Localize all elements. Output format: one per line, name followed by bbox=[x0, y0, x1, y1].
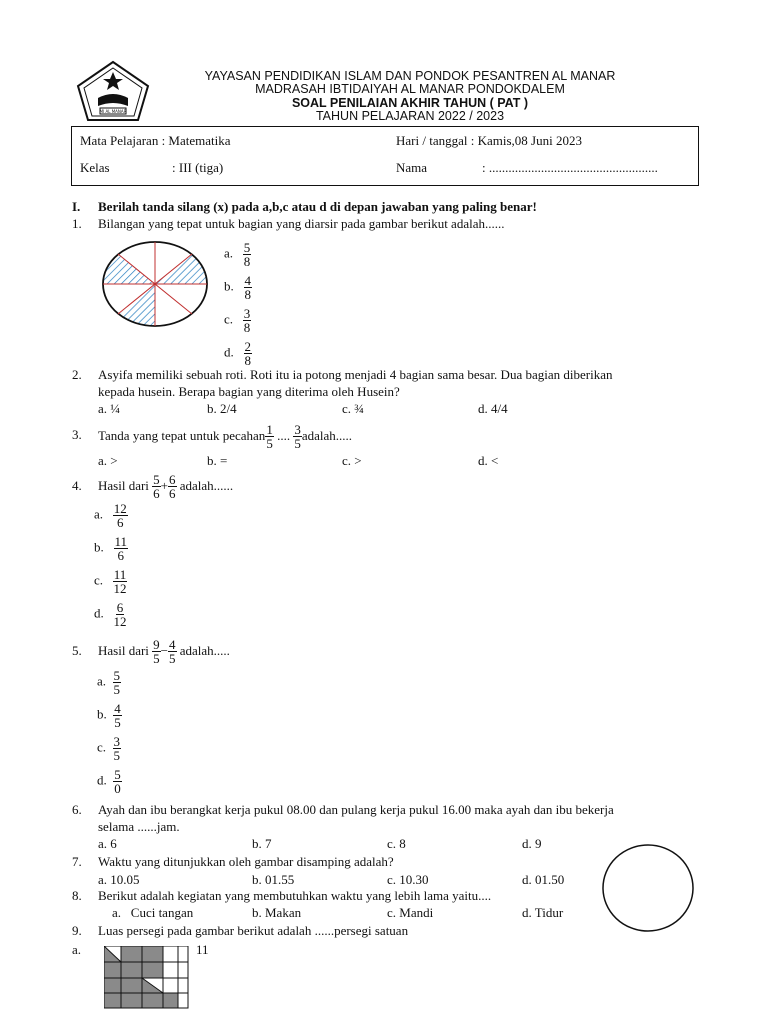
q2-option-c[interactable]: c. ¾ bbox=[342, 401, 365, 416]
q4-option-c[interactable]: c. $\frac{11}{12}$ bbox=[94, 567, 127, 596]
q3-fraction-2: $\frac{3}{5}$ bbox=[294, 421, 301, 451]
q3-option-c[interactable]: c. > bbox=[342, 453, 362, 468]
q5-number: 5. bbox=[72, 643, 82, 658]
q3-number: 3. bbox=[72, 427, 82, 442]
q7-option-d[interactable]: d. 01.50 bbox=[522, 872, 565, 887]
header-school: MADRASAH IBTIDAIYAH AL MANAR PONDOKDALEM bbox=[255, 82, 565, 96]
q1-text: Bilangan yang tepat untuk bagian yang diarsir pada gambar berikut adalah...... bbox=[98, 216, 505, 231]
q8-option-a[interactable]: a. Cuci tangan bbox=[112, 905, 194, 920]
q3-fraction-1: $\frac{1}{5}$ bbox=[266, 421, 273, 451]
q1-option-a[interactable]: a. $\frac{5}{8}$ bbox=[224, 240, 251, 269]
q7-option-c[interactable]: c. 10.30 bbox=[387, 872, 429, 887]
logo-text: MI AL MANAR bbox=[99, 109, 127, 114]
q6-option-b[interactable]: b. 7 bbox=[252, 836, 272, 851]
header-foundation: YAYASAN PENDIDIKAN ISLAM DAN PONDOK PESANTREN AL MANAR bbox=[204, 69, 616, 83]
q1-option-d[interactable]: d. $\frac{2}{8}$ bbox=[224, 339, 251, 368]
q1-shaded-circle-figure bbox=[101, 240, 209, 330]
q5-option-a[interactable]: a. $\frac{5}{5}$ bbox=[97, 668, 121, 697]
q8-option-d[interactable]: d. Tidur bbox=[522, 905, 564, 920]
q7-text: Waktu yang ditunjukkan oleh gambar disamping adalah? bbox=[98, 854, 394, 869]
q7-number: 7. bbox=[72, 854, 82, 869]
q9-answer-value: 11 bbox=[196, 942, 209, 957]
class-value: : III (tiga) bbox=[172, 160, 224, 175]
q2-option-b[interactable]: b. 2/4 bbox=[207, 401, 237, 416]
q3-option-a[interactable]: a. > bbox=[98, 453, 118, 468]
q9-number: 9. bbox=[72, 923, 82, 938]
q6-text-line1: Ayah dan ibu berangkat kerja pukul 08.00 dan pulang kerja pukul 16.00 maka ayah dan ibu bekerja bbox=[98, 802, 614, 817]
section-instruction: Berilah tanda silang (x) pada a,b,c atau d di depan jawaban yang paling benar! bbox=[98, 199, 537, 214]
name-label: Nama bbox=[396, 160, 428, 175]
q7-clock-figure bbox=[601, 843, 695, 933]
q1-number: 1. bbox=[72, 216, 82, 231]
header-year: TAHUN PELAJARAN 2022 / 2023 bbox=[315, 109, 505, 123]
q6-number: 6. bbox=[72, 802, 82, 817]
q4-fraction-2: $\frac{6}{6}$ bbox=[169, 471, 176, 501]
q9-text: Luas persegi pada gambar berikut adalah ......persegi satuan bbox=[98, 923, 409, 938]
q8-number: 8. bbox=[72, 888, 82, 903]
q3-text: Tanda yang tepat untuk pecahan $\frac{1}{5}$ .... $\frac{3}{5}$ adalah..... bbox=[98, 421, 352, 451]
q6-text-line2: selama ......jam. bbox=[98, 819, 180, 834]
q1-option-c[interactable]: c. $\frac{3}{8}$ bbox=[224, 306, 251, 335]
class-label: Kelas bbox=[80, 160, 110, 175]
date-field: Hari / tanggal : Kamis,08 Juni 2023 bbox=[396, 133, 582, 148]
name-input[interactable]: : .................................................... bbox=[482, 160, 658, 175]
q4-option-b[interactable]: b. $\frac{11}{6}$ bbox=[94, 534, 128, 563]
q5-fraction-2: $\frac{4}{5}$ bbox=[169, 636, 176, 666]
q4-option-d[interactable]: d. $\frac{6}{12}$ bbox=[94, 600, 127, 629]
q2-option-d[interactable]: d. 4/4 bbox=[478, 401, 508, 416]
q8-option-b[interactable]: b. Makan bbox=[252, 905, 302, 920]
q4-option-a[interactable]: a. $\frac{12}{6}$ bbox=[94, 501, 127, 530]
q5-text: Hasil dari $\frac{9}{5}$ − $\frac{4}{5}$ adalah..... bbox=[98, 636, 230, 666]
q5-option-d[interactable]: d. $\frac{5}{0}$ bbox=[97, 767, 121, 796]
q3-option-d[interactable]: d. < bbox=[478, 453, 499, 468]
q2-number: 2. bbox=[72, 367, 82, 382]
q2-text-line1: Asyifa memiliki sebuah roti. Roti itu ia potong menjadi 4 bagian sama besar. Dua bagian diberikan bbox=[98, 367, 613, 382]
subject-field: Mata Pelajaran : Matematika bbox=[80, 133, 231, 148]
q6-option-a[interactable]: a. 6 bbox=[98, 836, 117, 851]
logo-emblem-icon bbox=[72, 60, 154, 124]
q1-option-b[interactable]: b. $\frac{4}{8}$ bbox=[224, 273, 251, 302]
q7-option-b[interactable]: b. 01.55 bbox=[252, 872, 295, 887]
q8-option-c[interactable]: c. Mandi bbox=[387, 905, 434, 920]
q4-fraction-1: $\frac{5}{6}$ bbox=[153, 471, 160, 501]
q6-option-c[interactable]: c. 8 bbox=[387, 836, 406, 851]
school-logo bbox=[72, 60, 154, 124]
q3-option-b[interactable]: b. = bbox=[207, 453, 228, 468]
q7-option-a[interactable]: a. 10.05 bbox=[98, 872, 140, 887]
q8-text: Berikut adalah kegiatan yang membutuhkan waktu yang lebih lama yaitu.... bbox=[98, 888, 492, 903]
header-exam-title: SOAL PENILAIAN AKHIR TAHUN ( PAT ) bbox=[291, 96, 529, 110]
section-number: I. bbox=[72, 199, 81, 214]
q5-option-c[interactable]: c. $\frac{3}{5}$ bbox=[97, 734, 121, 763]
q5-fraction-1: $\frac{9}{5}$ bbox=[153, 636, 160, 666]
q2-option-a[interactable]: a. ¼ bbox=[98, 401, 121, 416]
q4-text: Hasil dari $\frac{5}{6}$ + $\frac{6}{6}$ adalah...... bbox=[98, 471, 234, 501]
q6-option-d[interactable]: d. 9 bbox=[522, 836, 542, 851]
q4-number: 4. bbox=[72, 478, 82, 493]
q2-text-line2: kepada husein. Berapa bagian yang diterima oleh Husein? bbox=[98, 384, 400, 399]
q9-option-a-label[interactable]: a. bbox=[72, 942, 82, 957]
q9-square-grid-figure bbox=[104, 946, 192, 1012]
q5-option-b[interactable]: b. $\frac{4}{5}$ bbox=[97, 701, 121, 730]
